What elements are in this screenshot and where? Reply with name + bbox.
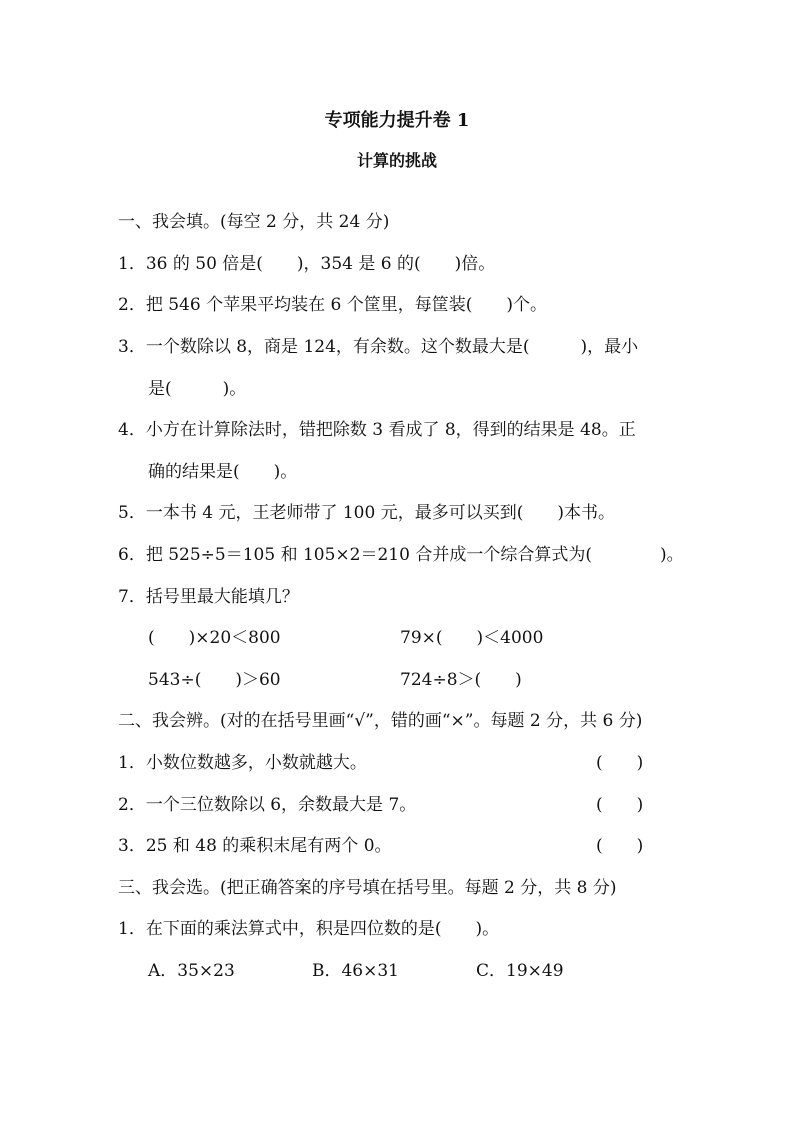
section1-question-4-line1: 4．小方在计算除法时，错把除数 3 看成了 8，得到的结果是 48。正 [118,420,636,440]
section1-question-5: 5．一本书 4 元，王老师带了 100 元，最多可以买到( )本书。 [118,503,615,523]
section1-heading: 一、我会填。(每空 2 分，共 24 分) [118,212,390,232]
section3-question-1: 1．在下面的乘法算式中，积是四位数的是( )。 [118,919,500,939]
section3-option-b[interactable]: B．46×31 [312,961,400,981]
section1-question-7: 7．括号里最大能填几？ [118,587,299,607]
section2-heading: 二、我会辨。(对的在括号里画“√”，错的画“×”。每题 2 分，共 6 分) [118,711,643,731]
section1-question-1: 1．36 的 50 倍是( )，354 是 6 的( )倍。 [118,254,496,274]
section1-question-3-line1: 3．一个数除以 8，商是 124，有余数。这个数最大是( )，最小 [118,337,639,357]
section1-question-7-item-c: 543÷( )＞60 [148,670,281,690]
section1-question-6: 6．把 525÷5＝105 和 105×2＝210 合并成一个综合算式为( )。 [118,545,684,565]
section2-item-1: 1．小数位数越多，小数就越大。 [118,753,367,773]
section2-item-1-answer-bracket[interactable]: ( ) [596,753,644,773]
section2-item-3-answer-bracket[interactable]: ( ) [596,836,644,856]
section1-question-3-line2: 是( )。 [148,379,247,399]
section3-heading: 三、我会选。(把正确答案的序号填在括号里。每题 2 分，共 8 分) [118,878,617,898]
section3-option-c[interactable]: C．19×49 [476,961,564,981]
section1-question-7-item-a: ( )×20＜800 [148,628,281,648]
section2-item-2: 2．一个三位数除以 6，余数最大是 7。 [118,795,417,815]
section1-question-2: 2．把 546 个苹果平均装在 6 个筐里，每筐装( )个。 [118,295,547,315]
section2-item-2-answer-bracket[interactable]: ( ) [596,795,644,815]
section3-option-a[interactable]: A．35×23 [148,961,235,981]
section1-question-7-item-b: 79×( )＜4000 [400,628,544,648]
section2-item-3: 3．25 和 48 的乘积末尾有两个 0。 [118,836,392,856]
section1-question-7-item-d: 724÷8＞( ) [400,670,522,690]
worksheet-title: 专项能力提升卷 1 [324,110,470,131]
worksheet-subtitle: 计算的挑战 [356,151,437,170]
section1-question-4-line2: 确的结果是( )。 [148,462,298,482]
